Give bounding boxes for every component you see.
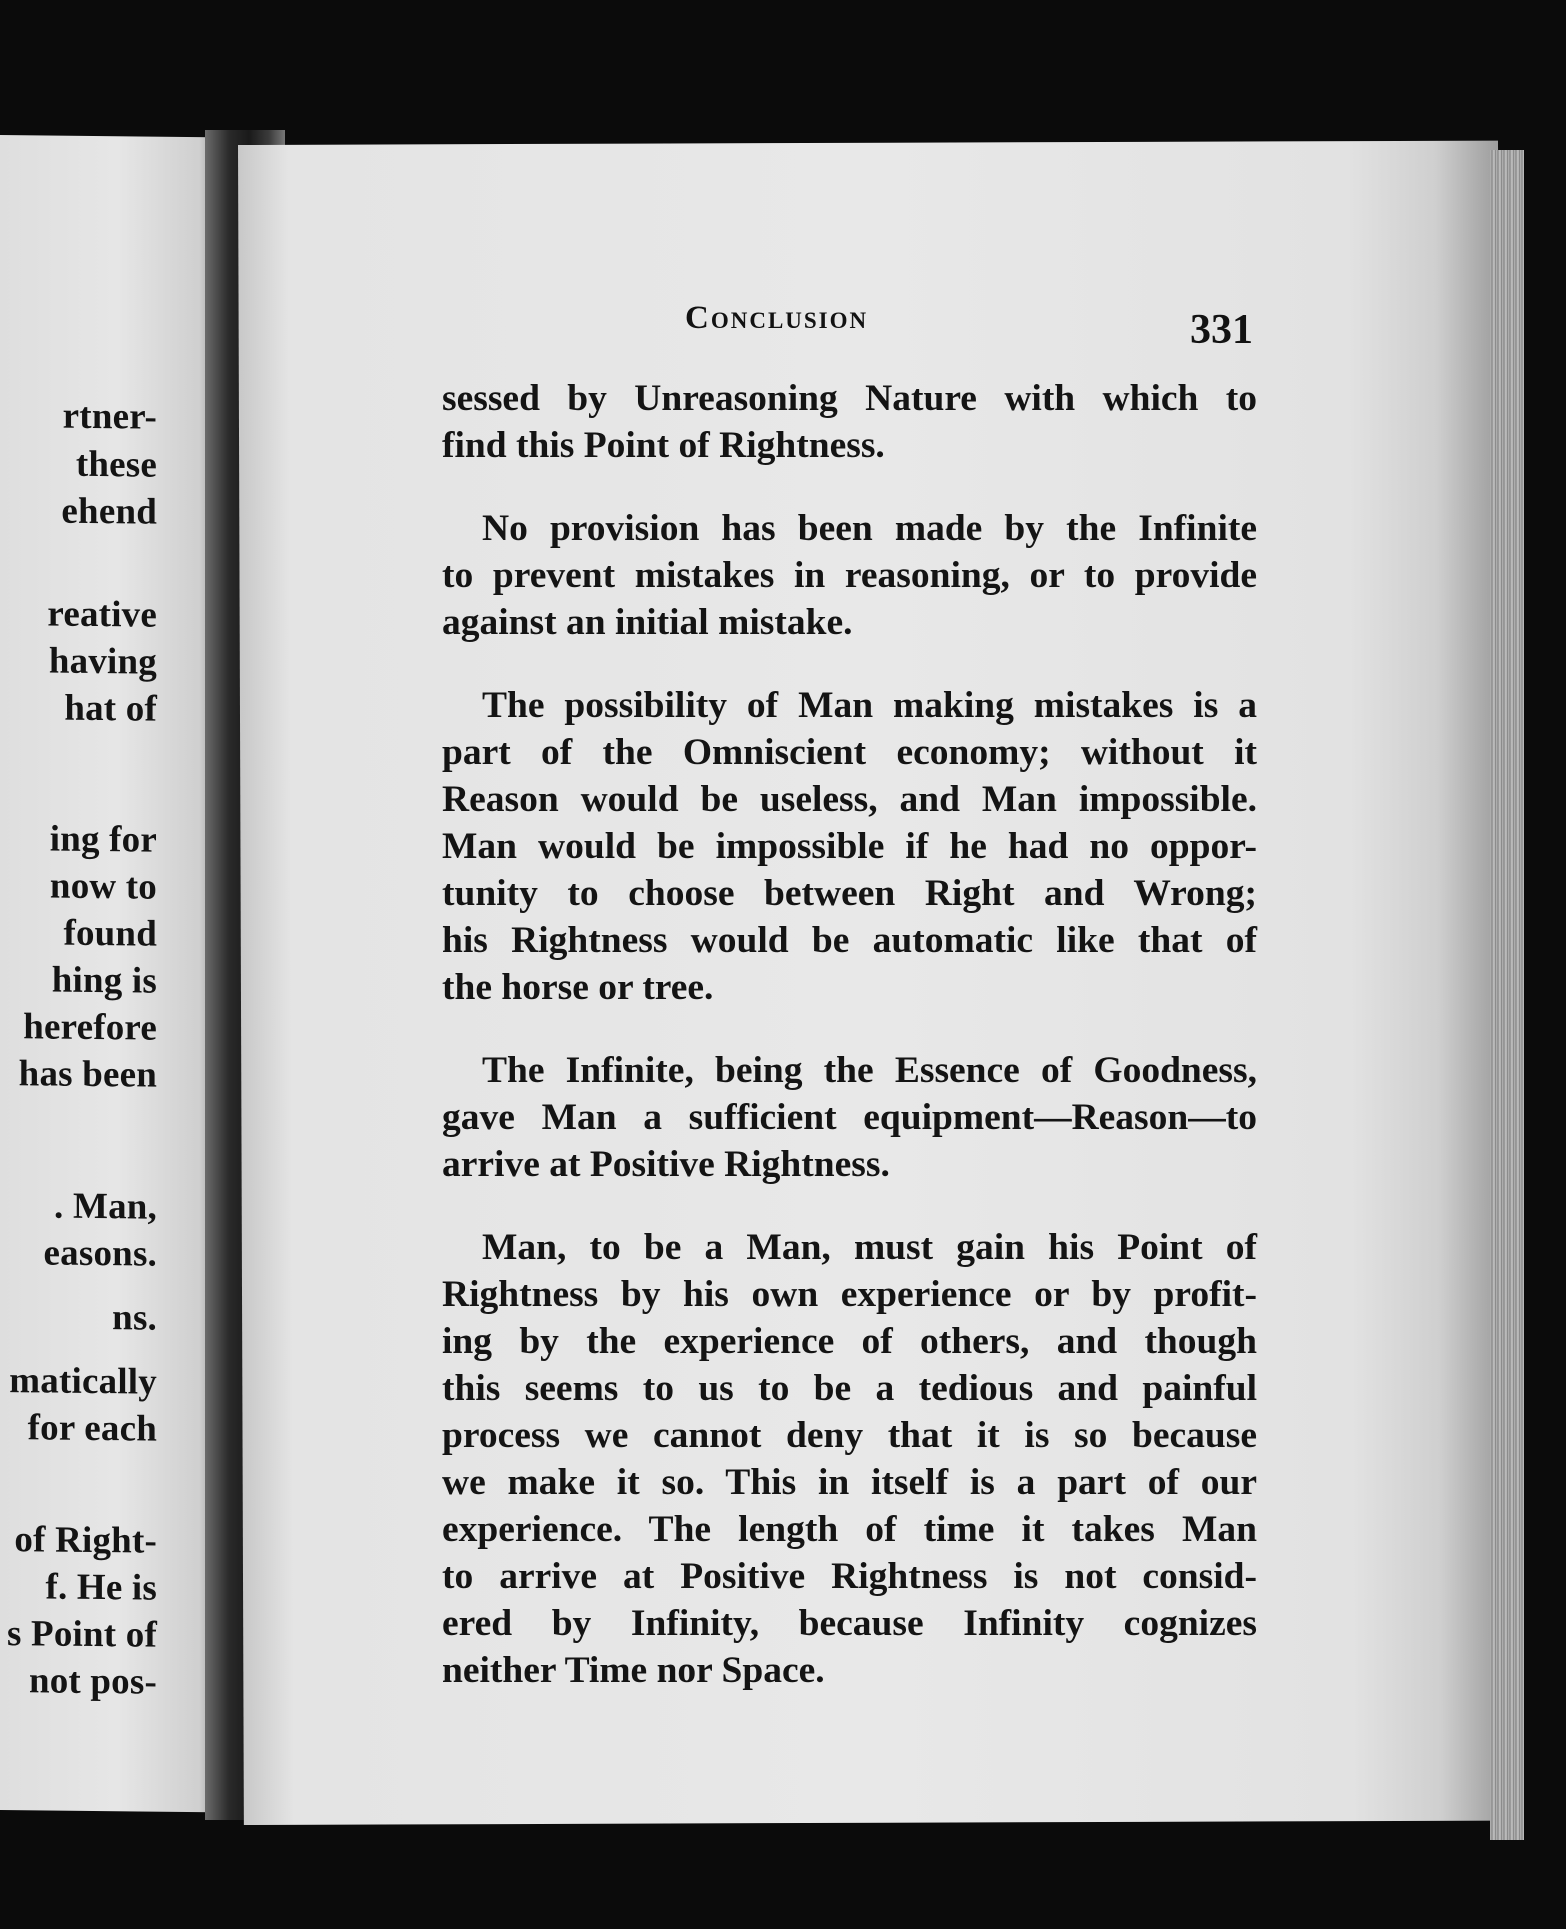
left-line: ns. bbox=[112, 1297, 157, 1339]
body-line: neither Time nor Space. bbox=[442, 1650, 825, 1691]
body-line: arrive at Positive Rightness. bbox=[442, 1144, 890, 1185]
body-line: The possibility of Man making mistakes is a bbox=[482, 685, 1257, 726]
body-line: part of the Omniscient economy; without it bbox=[442, 732, 1257, 773]
body-line: the horse or tree. bbox=[442, 967, 714, 1008]
body-line: Man, to be a Man, must gain his Point of bbox=[482, 1227, 1257, 1268]
body-line: gave Man a sufficient equipment—Reason—to bbox=[442, 1097, 1257, 1138]
body-line: ered by Infinity, because Infinity cognizes bbox=[442, 1603, 1257, 1644]
left-line: found bbox=[63, 912, 157, 955]
left-line: herefore bbox=[23, 1006, 157, 1049]
page-number: 331 bbox=[1190, 307, 1253, 353]
left-line: . Man, bbox=[54, 1185, 157, 1228]
left-line: easons. bbox=[43, 1232, 157, 1275]
left-line: these bbox=[75, 443, 157, 486]
left-line: reative bbox=[47, 593, 157, 636]
body-line: No provision has been made by the Infinite bbox=[482, 508, 1257, 549]
running-head: Conclusion bbox=[685, 300, 869, 336]
left-line: now to bbox=[49, 865, 157, 908]
body-line: tunity to choose between Right and Wrong; bbox=[442, 873, 1257, 914]
left-line: ehend bbox=[61, 490, 157, 533]
body-line: process we cannot deny that it is so because bbox=[442, 1415, 1257, 1456]
body-line: against an initial mistake. bbox=[442, 602, 853, 643]
body-line: ing by the experience of others, and though bbox=[442, 1321, 1257, 1362]
page-edge bbox=[1490, 150, 1524, 1840]
body-line: Reason would be useless, and Man impossible. bbox=[442, 779, 1257, 820]
body-line: find this Point of Rightness. bbox=[442, 425, 885, 466]
body-line: Man would be impossible if he had no oppor- bbox=[442, 826, 1257, 867]
left-line: hing is bbox=[51, 959, 157, 1002]
left-line: matically bbox=[9, 1360, 157, 1403]
left-line: hat of bbox=[64, 687, 157, 730]
left-line: for each bbox=[27, 1407, 157, 1450]
left-line: of Right- bbox=[14, 1519, 157, 1562]
body-line: experience. The length of time it takes Man bbox=[442, 1509, 1257, 1550]
left-line: f. He is bbox=[45, 1566, 157, 1609]
left-line: has been bbox=[18, 1053, 157, 1096]
left-line: having bbox=[48, 640, 157, 683]
left-line: ing for bbox=[49, 818, 157, 861]
left-line: not pos- bbox=[28, 1660, 157, 1703]
body-line: this seems to us to be a tedious and painful bbox=[442, 1368, 1257, 1409]
body-line: sessed by Unreasoning Nature with which to bbox=[442, 378, 1257, 419]
left-page bbox=[0, 135, 235, 1812]
body-line: to prevent mistakes in reasoning, or to provide bbox=[442, 555, 1257, 596]
body-line: to arrive at Positive Rightness is not consid- bbox=[442, 1556, 1257, 1597]
body-line: his Rightness would be automatic like that of bbox=[442, 920, 1257, 961]
body-line: we make it so. This in itself is a part of our bbox=[442, 1462, 1257, 1503]
left-line: s Point of bbox=[7, 1613, 157, 1656]
left-line: rtner- bbox=[62, 395, 157, 438]
body-line: The Infinite, being the Essence of Goodness, bbox=[482, 1050, 1257, 1091]
body-line: Rightness by his own experience or by profit- bbox=[442, 1274, 1257, 1315]
